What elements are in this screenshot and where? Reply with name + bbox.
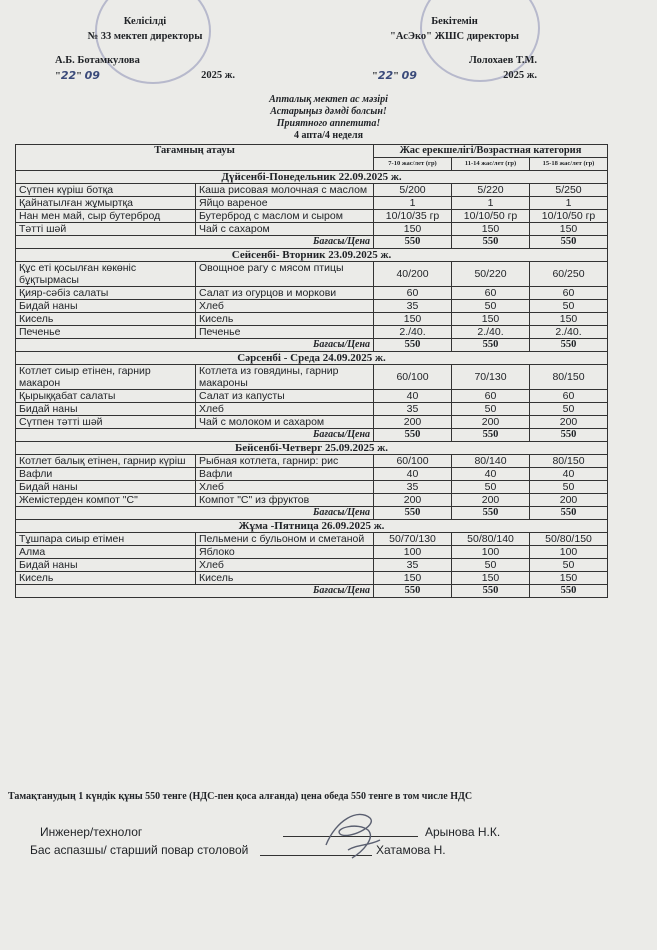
day-row [16, 249, 608, 262]
price-value: 550 [452, 585, 530, 598]
dish-name-ru: Пельмени с бульоном и сметаной [196, 533, 374, 546]
portion-11-14: 50 [452, 300, 530, 313]
dish-name-kz: Котлет балық етінен, гарнир күріш [16, 455, 196, 468]
day-title: Сәрсенбі - Среда 24.09.2025 ж. [16, 352, 608, 365]
dish-row [16, 223, 608, 236]
portion-11-14: 60 [452, 390, 530, 403]
portion-7-10: 100 [374, 546, 452, 559]
price-value: 550 [530, 507, 608, 520]
dish-name-ru: Овощное рагу с мясом птицы [196, 262, 374, 287]
dish-name-kz: Бидай наны [16, 403, 196, 416]
price-row [16, 429, 608, 442]
school-director-name: А.Б. Ботамкулова [55, 55, 140, 66]
dish-name-kz: Кисель [16, 572, 196, 585]
dish-row [16, 416, 608, 429]
company-director-label: "АсЭко" ЖШС директоры [390, 31, 519, 42]
price-row [16, 585, 608, 598]
dish-name-ru: Компот "С" из фруктов [196, 494, 374, 507]
price-value: 550 [374, 585, 452, 598]
price-value: 550 [452, 507, 530, 520]
day-row [16, 520, 608, 533]
dish-name-kz: Сүтпен тәтті шәй [16, 416, 196, 429]
engineer-role: Инженер/технолог [40, 825, 143, 839]
price-value: 550 [374, 507, 452, 520]
price-row [16, 339, 608, 352]
portion-15-18: 200 [530, 416, 608, 429]
portion-11-14: 50/220 [452, 262, 530, 287]
dish-row [16, 468, 608, 481]
dish-name-ru: Хлеб [196, 300, 374, 313]
portion-15-18: 80/150 [530, 455, 608, 468]
portion-15-18: 50 [530, 300, 608, 313]
portion-7-10: 150 [374, 572, 452, 585]
dish-name-ru: Яйцо вареное [196, 197, 374, 210]
dish-row [16, 313, 608, 326]
dish-row [16, 326, 608, 339]
price-value: 550 [530, 429, 608, 442]
dish-name-kz: Тұшпара сиыр етімен [16, 533, 196, 546]
portion-11-14: 50 [452, 403, 530, 416]
portion-15-18: 150 [530, 223, 608, 236]
portion-11-14: 70/130 [452, 365, 530, 390]
portion-11-14: 50/80/140 [452, 533, 530, 546]
chef-role: Бас аспазшы/ старший повар столовой [30, 843, 249, 857]
dish-row [16, 300, 608, 313]
portion-15-18: 60/250 [530, 262, 608, 287]
price-value: 550 [530, 236, 608, 249]
portion-7-10: 150 [374, 223, 452, 236]
dish-name-kz: Қияр-сәбіз салаты [16, 287, 196, 300]
dish-name-kz: Кисель [16, 313, 196, 326]
greeting-ru: Приятного аппетита! [276, 118, 381, 129]
portion-7-10: 35 [374, 559, 452, 572]
day-title: Бейсенбі-Четверг 25.09.2025 ж. [16, 442, 608, 455]
portion-11-14: 150 [452, 313, 530, 326]
dish-name-ru: Яблоко [196, 546, 374, 559]
portion-7-10: 40/200 [374, 262, 452, 287]
dish-name-ru: Кисель [196, 572, 374, 585]
portion-7-10: 35 [374, 300, 452, 313]
greeting-kz: Астарыңыз дәмді болсын! [270, 106, 387, 117]
dish-row [16, 184, 608, 197]
dish-name-kz: Сүтпен күріш ботқа [16, 184, 196, 197]
price-value: 550 [374, 236, 452, 249]
portion-7-10: 60 [374, 287, 452, 300]
portion-7-10: 10/10/35 гр [374, 210, 452, 223]
portion-15-18: 10/10/50 гр [530, 210, 608, 223]
portion-11-14: 50 [452, 481, 530, 494]
portion-15-18: 60 [530, 390, 608, 403]
dish-name-kz: Тәтті шәй [16, 223, 196, 236]
day-title: Дүйсенбі-Понедельник 22.09.2025 ж. [16, 171, 608, 184]
portion-7-10: 35 [374, 403, 452, 416]
dish-name-ru: Хлеб [196, 559, 374, 572]
dish-name-ru: Котлета из говядины, гарнир макароны [196, 365, 374, 390]
portion-15-18: 40 [530, 468, 608, 481]
dish-row [16, 403, 608, 416]
handwritten-day: 22 [377, 69, 394, 82]
menu-titles [0, 94, 657, 142]
dish-row [16, 455, 608, 468]
age-category-header: Жас ерекшелігі/Возрастная категория [374, 145, 608, 158]
dish-row [16, 494, 608, 507]
portion-15-18: 200 [530, 494, 608, 507]
portion-11-14: 10/10/50 гр [452, 210, 530, 223]
dish-row [16, 197, 608, 210]
portion-7-10: 40 [374, 390, 452, 403]
agreed-label: Келісілді [123, 16, 167, 27]
dish-name-kz: Бидай наны [16, 300, 196, 313]
portion-15-18: 50 [530, 481, 608, 494]
day-title: Сейсенбі- Вторник 23.09.2025 ж. [16, 249, 608, 262]
age-7-10-header: 7-10 жас/лет (гр) [374, 158, 452, 171]
dish-name-ru: Чай с молоком и сахаром [196, 416, 374, 429]
price-label: Бағасы/Цена [16, 429, 374, 442]
portion-15-18: 100 [530, 546, 608, 559]
company-director-name: Лолохаев Т.М. [469, 55, 537, 66]
day-row [16, 171, 608, 184]
portion-11-14: 100 [452, 546, 530, 559]
price-value: 550 [374, 339, 452, 352]
engineer-name: Арынова Н.К. [425, 825, 501, 839]
portion-15-18: 60 [530, 287, 608, 300]
portion-15-18: 1 [530, 197, 608, 210]
dish-row [16, 210, 608, 223]
date-line-right: "22" 09 2025 ж. [372, 69, 537, 82]
handwritten-month: 09 [401, 69, 417, 82]
portion-11-14: 5/220 [452, 184, 530, 197]
school-director-label: № 33 мектеп директоры [87, 31, 203, 42]
portion-15-18: 150 [530, 313, 608, 326]
portion-11-14: 50 [452, 559, 530, 572]
portion-15-18: 2./40. [530, 326, 608, 339]
price-label: Бағасы/Цена [16, 585, 374, 598]
dish-row [16, 287, 608, 300]
approved-label: Бекітемін [431, 16, 478, 27]
dish-name-ru: Салат из капусты [196, 390, 374, 403]
dish-name-kz: Бидай наны [16, 559, 196, 572]
dish-name-kz: Алма [16, 546, 196, 559]
dish-row [16, 559, 608, 572]
menu-table [15, 144, 608, 598]
dish-name-kz: Құс еті қосылған көкөніс бұқтырмасы [16, 262, 196, 287]
portion-15-18: 50 [530, 403, 608, 416]
dish-name-ru: Хлеб [196, 481, 374, 494]
portion-7-10: 2./40. [374, 326, 452, 339]
portion-11-14: 200 [452, 494, 530, 507]
dish-name-kz: Печенье [16, 326, 196, 339]
portion-15-18: 50 [530, 559, 608, 572]
portion-7-10: 60/100 [374, 365, 452, 390]
portion-15-18: 5/250 [530, 184, 608, 197]
portion-7-10: 60/100 [374, 455, 452, 468]
dish-name-kz: Бидай наны [16, 481, 196, 494]
price-label: Бағасы/Цена [16, 236, 374, 249]
week-label: 4 апта/4 неделя [293, 130, 364, 141]
handwritten-day: 22 [60, 69, 77, 82]
dish-row [16, 546, 608, 559]
price-value: 550 [452, 429, 530, 442]
chef-name: Хатамова Н. [376, 843, 446, 857]
portion-11-14: 80/140 [452, 455, 530, 468]
daily-cost-note: Тамақтанудың 1 күндік құны 550 тенге (НДС-пен қоса алғанда) цена обеда 550 тенге в том числе НДС [8, 791, 473, 802]
dish-name-kz: Котлет сиыр етінен, гарнир макарон [16, 365, 196, 390]
dish-row [16, 390, 608, 403]
portion-15-18: 150 [530, 572, 608, 585]
dish-name-ru: Рыбная котлета, гарнир: рис [196, 455, 374, 468]
approval-left [55, 14, 235, 84]
dish-row [16, 262, 608, 287]
portion-11-14: 1 [452, 197, 530, 210]
dish-row [16, 481, 608, 494]
dish-name-ru: Бутерброд с маслом и сыром [196, 210, 374, 223]
portion-11-14: 150 [452, 572, 530, 585]
dish-name-ru: Каша рисовая молочная с маслом [196, 184, 374, 197]
price-row [16, 507, 608, 520]
dish-name-kz: Қырыққабат салаты [16, 390, 196, 403]
portion-7-10: 35 [374, 481, 452, 494]
dish-row [16, 533, 608, 546]
price-row [16, 236, 608, 249]
day-row [16, 352, 608, 365]
title-kz: Апталық мектеп ас мәзірі [269, 94, 388, 105]
handwritten-signature [318, 800, 388, 870]
dish-name-kz: Вафли [16, 468, 196, 481]
age-11-14-header: 11-14 жас/лет (гр) [452, 158, 530, 171]
price-value: 550 [374, 429, 452, 442]
dish-row [16, 572, 608, 585]
price-value: 550 [530, 585, 608, 598]
dish-name-ru: Печенье [196, 326, 374, 339]
portion-11-14: 200 [452, 416, 530, 429]
day-row [16, 442, 608, 455]
dish-name-kz: Нан мен май, сыр бутерброд [16, 210, 196, 223]
price-label: Бағасы/Цена [16, 507, 374, 520]
portion-11-14: 2./40. [452, 326, 530, 339]
dish-row [16, 365, 608, 390]
age-15-18-header: 15-18 жас/лет (гр) [530, 158, 608, 171]
dish-name-kz: Жемістерден компот "С" [16, 494, 196, 507]
portion-11-14: 40 [452, 468, 530, 481]
portion-11-14: 60 [452, 287, 530, 300]
portion-11-14: 150 [452, 223, 530, 236]
dish-name-ru: Чай с сахаром [196, 223, 374, 236]
price-value: 550 [452, 236, 530, 249]
dish-name-ru: Вафли [196, 468, 374, 481]
price-value: 550 [530, 339, 608, 352]
dish-name-kz: Қайнатылған жұмыртқа [16, 197, 196, 210]
dish-name-ru: Хлеб [196, 403, 374, 416]
portion-7-10: 50/70/130 [374, 533, 452, 546]
day-title: Жұма -Пятница 26.09.2025 ж. [16, 520, 608, 533]
portion-7-10: 1 [374, 197, 452, 210]
handwritten-month: 09 [84, 69, 100, 82]
portion-7-10: 200 [374, 416, 452, 429]
date-line-left: "22" 09 2025 ж. [55, 69, 235, 82]
portion-7-10: 150 [374, 313, 452, 326]
dish-name-header: Тағамның атауы [16, 145, 374, 171]
dish-name-ru: Салат из огурцов и моркови [196, 287, 374, 300]
portion-15-18: 50/80/150 [530, 533, 608, 546]
price-label: Бағасы/Цена [16, 339, 374, 352]
portion-7-10: 200 [374, 494, 452, 507]
portion-15-18: 80/150 [530, 365, 608, 390]
dish-name-ru: Кисель [196, 313, 374, 326]
portion-7-10: 5/200 [374, 184, 452, 197]
portion-7-10: 40 [374, 468, 452, 481]
approval-right [372, 14, 537, 84]
price-value: 550 [452, 339, 530, 352]
